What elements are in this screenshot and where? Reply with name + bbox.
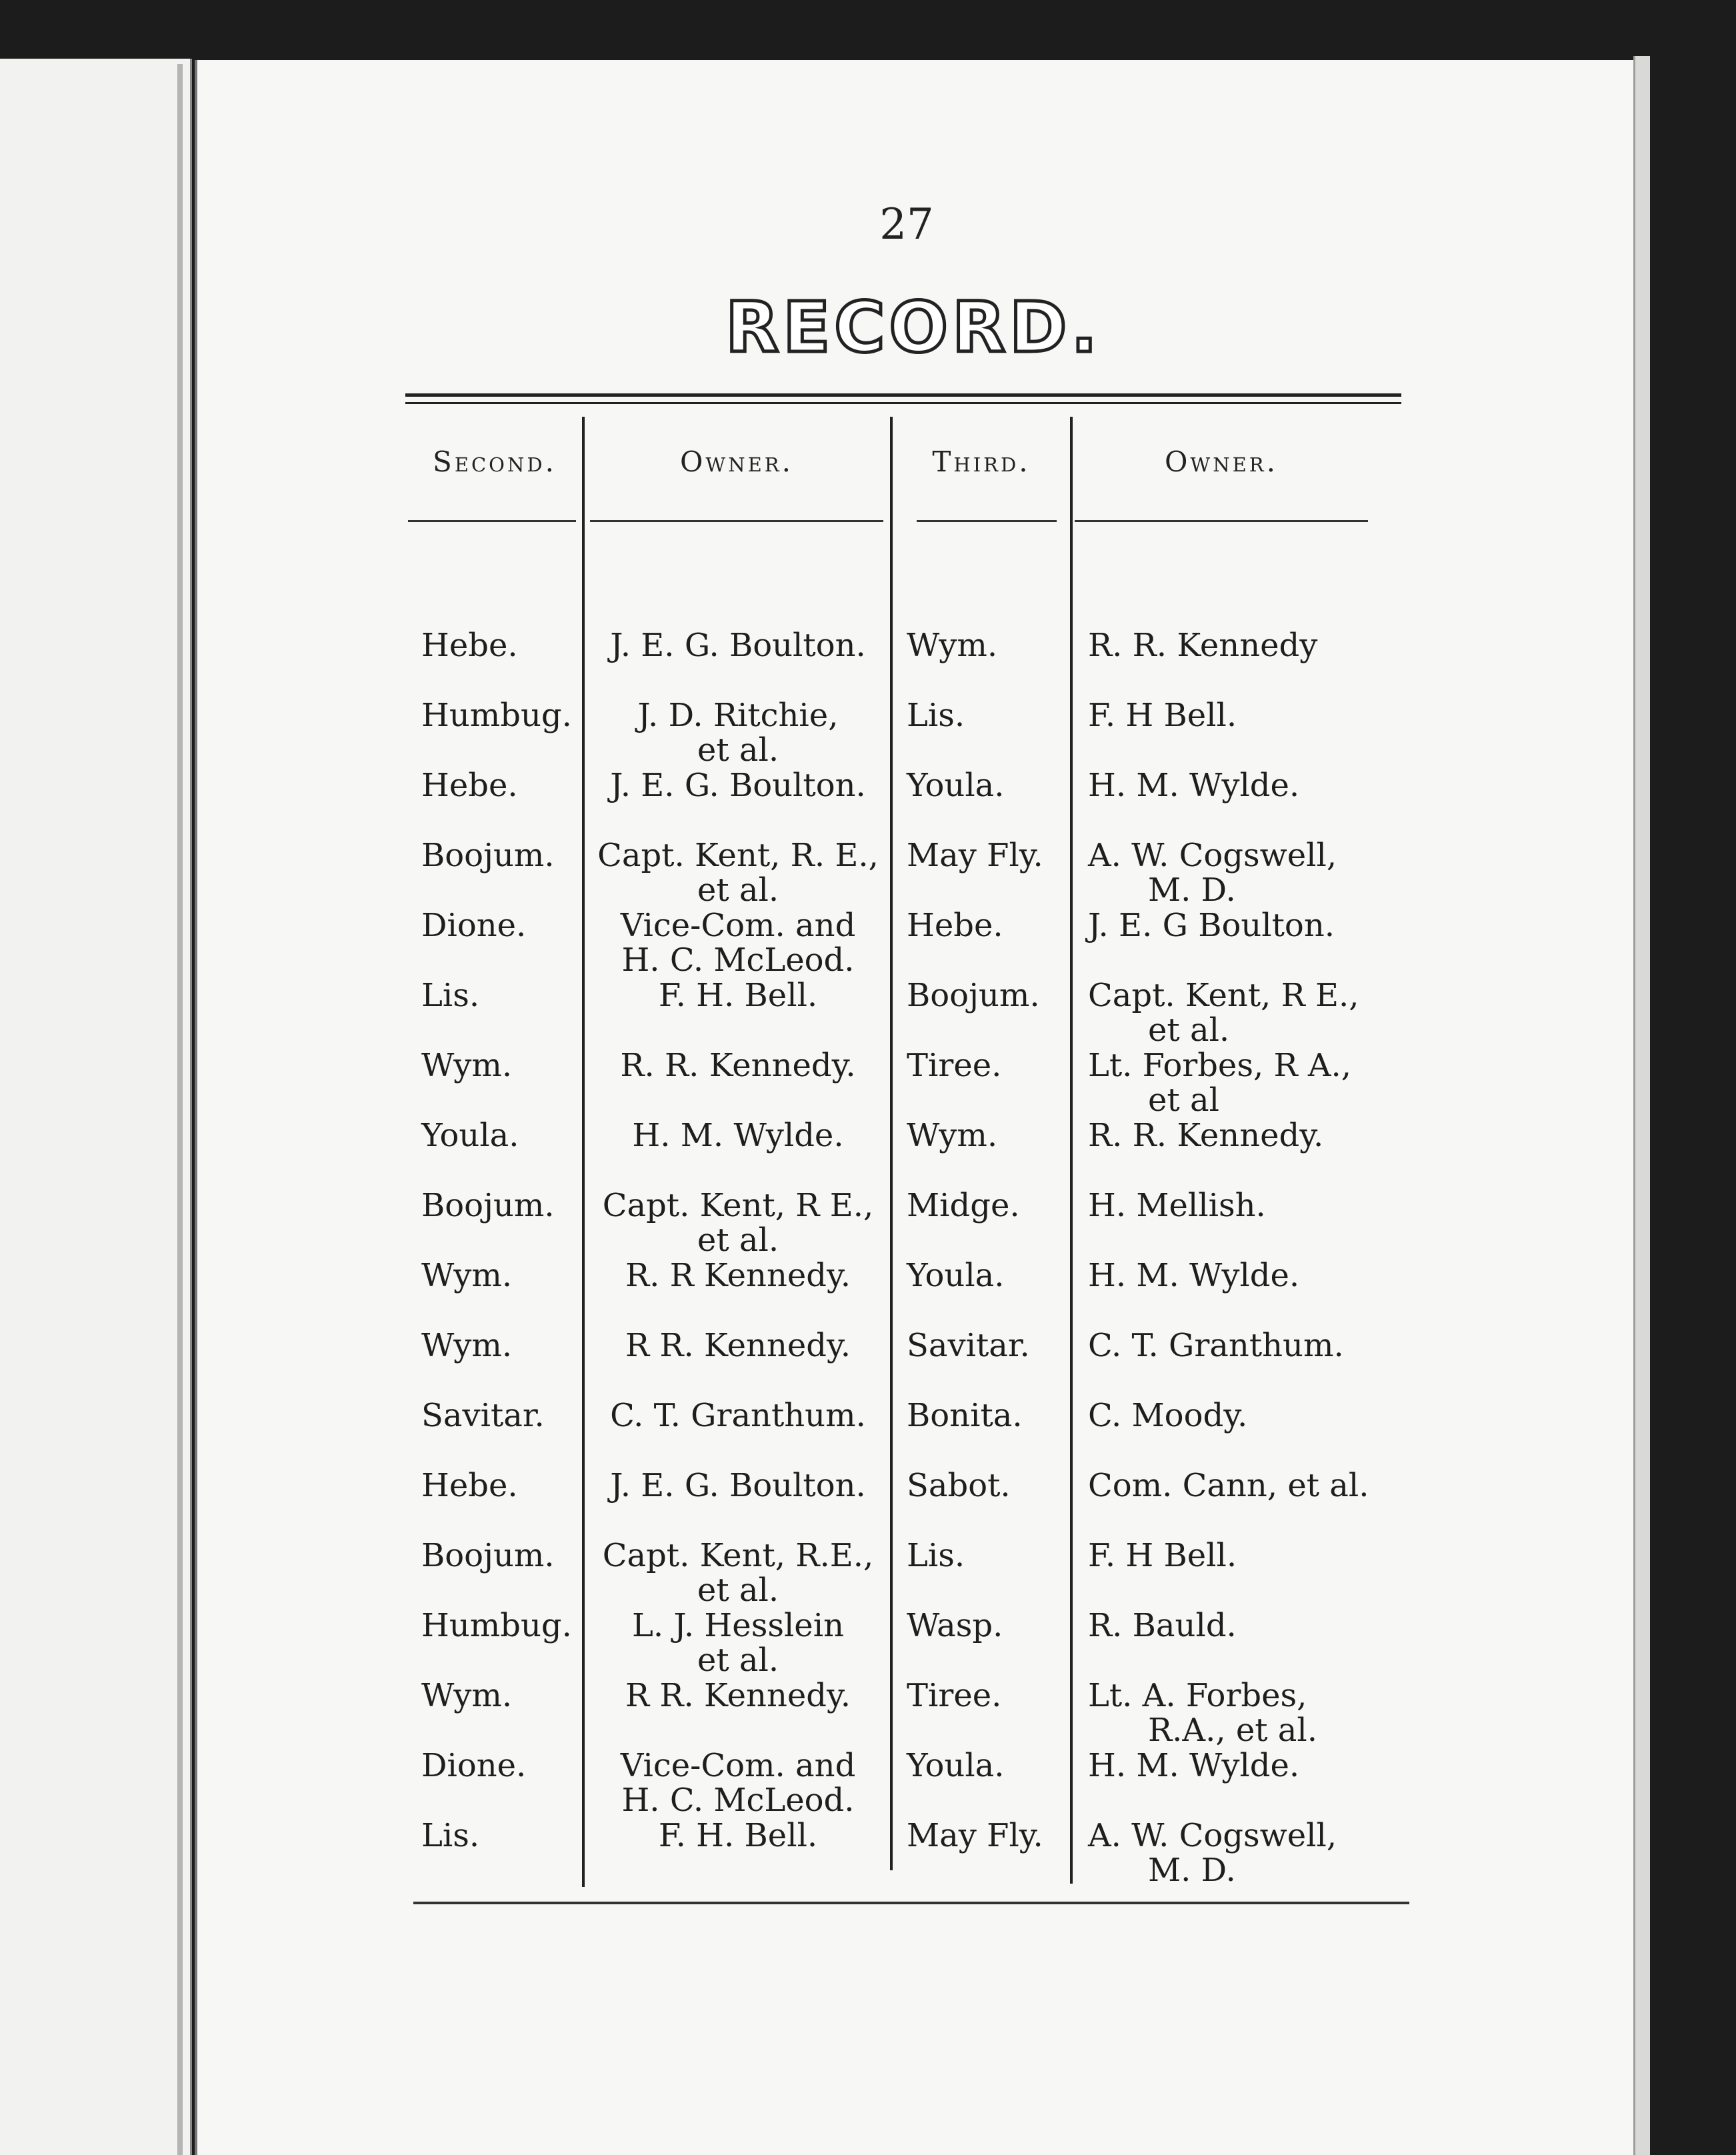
cell-third (907, 838, 1067, 873)
cell-owner-second-text: Vice-Com. and (620, 1747, 856, 1784)
cell-third (907, 1328, 1067, 1363)
cell-second (421, 768, 578, 803)
cell-owner-second (588, 1818, 888, 1853)
cell-owner-third-text: J. E. G Boulton. (1088, 907, 1335, 944)
cell-second (421, 1258, 578, 1293)
cell-owner-third-continuation: et al. (1148, 1011, 1230, 1049)
cell-third-text: Lis. (907, 697, 965, 734)
cell-third (907, 1048, 1067, 1083)
header-underline-4 (1075, 520, 1368, 522)
cell-third (907, 1118, 1067, 1153)
cell-second (421, 698, 578, 733)
cell-owner-second (588, 1258, 888, 1293)
cell-second-text: Hebe. (421, 1467, 518, 1504)
cell-third (907, 1538, 1067, 1573)
cell-third-text: Wym. (907, 1117, 998, 1154)
cell-third (907, 1188, 1067, 1223)
cell-third (907, 1818, 1067, 1853)
cell-owner-second (588, 1328, 888, 1363)
cell-owner-third-text: R. R. Kennedy. (1088, 1117, 1324, 1154)
cell-third-text: Savitar. (907, 1327, 1030, 1364)
cell-owner-second-text: R R. Kennedy. (625, 1327, 851, 1364)
column-divider-2 (890, 417, 893, 1870)
cell-owner-third (1088, 1048, 1395, 1118)
cell-owner-second-text: L. J. Hesslein (632, 1607, 844, 1644)
cell-third (907, 768, 1067, 803)
cell-third-text: Hebe. (907, 907, 1003, 944)
cell-third (907, 908, 1067, 943)
cell-second (421, 1398, 578, 1433)
cell-second-text: Humbug. (421, 1607, 572, 1644)
column-divider-3 (1070, 417, 1073, 1884)
cell-third-text: Wasp. (907, 1607, 1003, 1644)
cell-second (421, 1118, 578, 1153)
cell-second-text: Dione. (421, 1747, 527, 1784)
cell-owner-third (1088, 1468, 1395, 1503)
cell-second (421, 1538, 578, 1573)
cell-owner-third (1088, 698, 1395, 733)
cell-second (421, 1468, 578, 1503)
cell-owner-third (1088, 978, 1395, 1047)
cell-second (421, 1048, 578, 1083)
cell-owner-third-text: F. H Bell. (1088, 697, 1237, 734)
cell-owner-third-text: H. M. Wylde. (1088, 1747, 1300, 1784)
cell-owner-second (588, 1468, 888, 1503)
cell-owner-second-continuation: et al. (697, 1222, 779, 1259)
cell-second (421, 1748, 578, 1783)
cell-third-text: Boojum. (907, 977, 1040, 1014)
cell-owner-second-text: C. T. Granthum. (610, 1397, 866, 1434)
cell-owner-second-text: R. R. Kennedy. (620, 1047, 856, 1084)
cell-second-text: Wym. (421, 1327, 513, 1364)
cell-third (907, 628, 1067, 663)
cell-owner-third-continuation: M. D. (1148, 871, 1236, 909)
cell-owner-third-text: C. Moody. (1088, 1397, 1248, 1434)
cell-third (907, 1678, 1067, 1713)
cell-third-text: May Fly. (907, 837, 1043, 874)
header-underline-1 (408, 520, 576, 522)
cell-owner-second-text: J. E. G. Boulton. (610, 767, 866, 804)
cell-owner-third-text: R. R. Kennedy (1088, 627, 1318, 664)
cell-owner-second-continuation: et al. (697, 871, 779, 909)
cell-owner-third (1088, 1188, 1395, 1223)
cell-second (421, 1188, 578, 1223)
cell-third-text: Youla. (907, 1257, 1005, 1294)
cell-owner-second-continuation: et al. (697, 1572, 779, 1609)
cell-third-text: Sabot. (907, 1467, 1011, 1504)
cell-owner-third-text: A. W. Cogswell, (1088, 1817, 1337, 1854)
header-third: Third. (932, 445, 1031, 478)
cell-owner-third-text: C. T. Granthum. (1088, 1327, 1344, 1364)
bottom-rule (413, 1902, 1409, 1904)
column-divider-1 (582, 417, 585, 1887)
cell-second-text: Boojum. (421, 1187, 555, 1224)
cell-third (907, 1748, 1067, 1783)
cell-owner-second-continuation: H. C. McLeod. (621, 941, 855, 979)
cell-owner-second-continuation: H. C. McLeod. (621, 1782, 855, 1819)
cell-owner-second-continuation: et al. (697, 1642, 779, 1679)
cell-owner-second (588, 1398, 888, 1433)
cell-third-text: Youla. (907, 767, 1005, 804)
page-title: RECORD. (725, 287, 1101, 368)
cell-owner-second-text: J. E. G. Boulton. (610, 627, 866, 664)
cell-owner-second (588, 978, 888, 1013)
header-owner-third: Owner. (1165, 445, 1278, 478)
cell-owner-third (1088, 1748, 1395, 1783)
cell-owner-third-continuation: et al (1148, 1082, 1219, 1119)
cell-owner-third-text: H. Mellish. (1088, 1187, 1266, 1224)
cell-owner-second (588, 768, 888, 803)
cell-owner-second (588, 1118, 888, 1153)
cell-third (907, 1258, 1067, 1293)
cell-owner-second-text: Capt. Kent, R E., (602, 1187, 874, 1224)
cell-second-text: Wym. (421, 1047, 513, 1084)
cell-owner-third (1088, 1818, 1395, 1888)
cell-second-text: Humbug. (421, 697, 572, 734)
cell-owner-third (1088, 1328, 1395, 1363)
cell-owner-second-text: R. R Kennedy. (625, 1257, 851, 1294)
cell-owner-second (588, 838, 888, 907)
left-page-edge (177, 64, 183, 2155)
cell-owner-third (1088, 768, 1395, 803)
cell-owner-second (588, 1188, 888, 1258)
cell-owner-third-text: Lt. Forbes, R A., (1088, 1047, 1352, 1084)
cell-owner-third (1088, 838, 1395, 907)
cell-owner-third-text: R. Bauld. (1088, 1607, 1237, 1644)
cell-owner-third-continuation: M. D. (1148, 1852, 1236, 1889)
cell-owner-third-text: Capt. Kent, R E., (1088, 977, 1359, 1014)
cell-owner-second (588, 1048, 888, 1083)
cell-owner-third (1088, 908, 1395, 943)
cell-owner-third (1088, 1118, 1395, 1153)
cell-owner-second (588, 908, 888, 977)
cell-owner-third (1088, 1538, 1395, 1573)
cell-owner-second-text: J. D. Ritchie, (637, 697, 839, 734)
cell-second (421, 908, 578, 943)
cell-owner-second (588, 1538, 888, 1608)
cell-owner-third-text: Lt. A. Forbes, (1088, 1677, 1307, 1714)
cell-owner-second (588, 628, 888, 663)
cell-second (421, 1678, 578, 1713)
cell-third-text: Wym. (907, 627, 998, 664)
cell-third-text: Tiree. (907, 1677, 1002, 1714)
cell-third (907, 978, 1067, 1013)
cell-owner-second-text: J. E. G. Boulton. (610, 1467, 866, 1504)
cell-second-text: Hebe. (421, 767, 518, 804)
cell-owner-second-continuation: et al. (697, 731, 779, 769)
cell-owner-third (1088, 1678, 1395, 1748)
cell-second-text: Lis. (421, 977, 480, 1014)
cell-owner-third-text: F. H Bell. (1088, 1537, 1237, 1574)
cell-third (907, 698, 1067, 733)
cell-second-text: Lis. (421, 1817, 480, 1854)
cell-owner-second-text: F. H. Bell. (658, 1817, 818, 1854)
cell-third-text: Bonita. (907, 1397, 1023, 1434)
cell-second-text: Hebe. (421, 627, 518, 664)
cell-second (421, 1818, 578, 1853)
cell-second (421, 978, 578, 1013)
cell-second-text: Wym. (421, 1677, 513, 1714)
header-owner-second: Owner. (680, 445, 793, 478)
cell-third (907, 1398, 1067, 1433)
cell-owner-third (1088, 1398, 1395, 1433)
cell-owner-second-text: R R. Kennedy. (625, 1677, 851, 1714)
cell-owner-second-text: F. H. Bell. (658, 977, 818, 1014)
cell-owner-third (1088, 1258, 1395, 1293)
cell-third-text: Lis. (907, 1537, 965, 1574)
cell-owner-second (588, 698, 888, 767)
cell-third (907, 1608, 1067, 1643)
header-underline-3 (917, 520, 1057, 522)
cell-owner-second-text: Capt. Kent, R. E., (597, 837, 879, 874)
cell-owner-third (1088, 628, 1395, 663)
left-page (0, 59, 192, 2155)
cell-second-text: Boojum. (421, 837, 555, 874)
cell-owner-third-text: H. M. Wylde. (1088, 767, 1300, 804)
cell-owner-third-text: Com. Cann, et al. (1088, 1467, 1369, 1504)
cell-second-text: Savitar. (421, 1397, 545, 1434)
cell-second-text: Youla. (421, 1117, 519, 1154)
header-underline-2 (590, 520, 883, 522)
cell-owner-second (588, 1748, 888, 1818)
cell-second-text: Wym. (421, 1257, 513, 1294)
cell-owner-third-continuation: R.A., et al. (1148, 1712, 1318, 1749)
cell-third-text: May Fly. (907, 1817, 1043, 1854)
cell-second (421, 1608, 578, 1643)
cell-owner-second-text: Vice-Com. and (620, 907, 856, 944)
cell-owner-third-text: H. M. Wylde. (1088, 1257, 1300, 1294)
rule-gap (405, 399, 1401, 401)
cell-second (421, 628, 578, 663)
cell-owner-second (588, 1608, 888, 1678)
cell-third-text: Youla. (907, 1747, 1005, 1784)
cell-second (421, 838, 578, 873)
cell-third-text: Midge. (907, 1187, 1020, 1224)
cell-third (907, 1468, 1067, 1503)
cell-owner-second-text: H. M. Wylde. (632, 1117, 844, 1154)
cell-owner-third (1088, 1608, 1395, 1643)
page-right-edge (1633, 56, 1650, 2155)
page-number: 27 (879, 200, 934, 249)
cell-owner-second-text: Capt. Kent, R.E., (602, 1537, 874, 1574)
cell-third-text: Tiree. (907, 1047, 1002, 1084)
header-second: Second. (433, 445, 557, 478)
cell-second-text: Dione. (421, 907, 527, 944)
cell-owner-third-text: A. W. Cogswell, (1088, 837, 1337, 874)
cell-second-text: Boojum. (421, 1537, 555, 1574)
cell-owner-second (588, 1678, 888, 1713)
cell-second (421, 1328, 578, 1363)
